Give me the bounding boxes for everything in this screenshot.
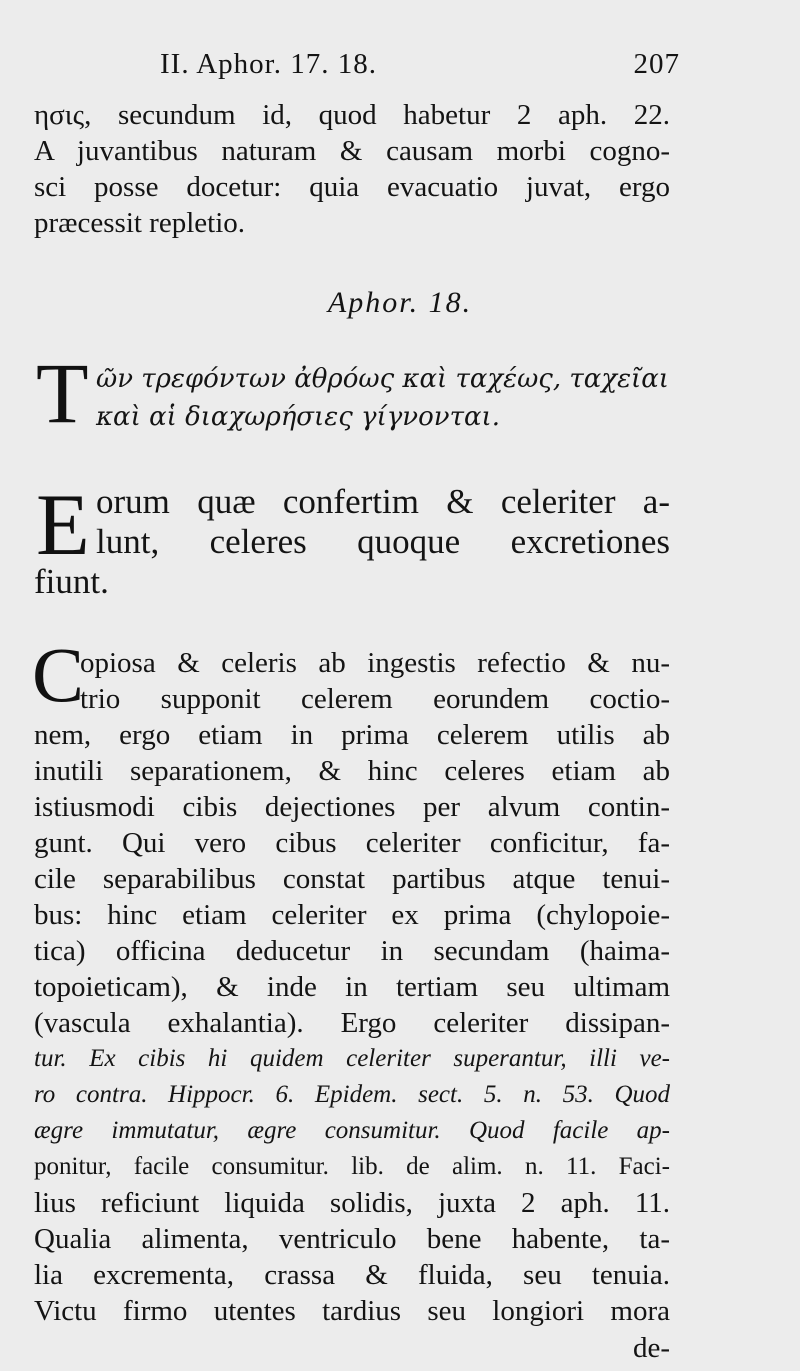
commentary-line: gunt. Qui vero cibus celeriter conficitur, fa- xyxy=(34,827,670,859)
commentary-line: (vascula exhalantia). Ergo celeriter dissipan- xyxy=(34,1007,670,1039)
page-number: 207 xyxy=(633,48,680,80)
intro-line: A juvantibus naturam & causam morbi cogno- xyxy=(34,135,670,167)
commentary-line: lia excrementa, crassa & fluida, seu tenuia. xyxy=(34,1259,670,1291)
commentary-line: ponitur, facile consumitur. lib. de alim. n. 11. Faci- xyxy=(34,1153,670,1180)
running-header xyxy=(160,48,680,81)
commentary-line: nem, ergo etiam in prima celerem utilis ab xyxy=(34,719,670,751)
commentary-line: Victu firmo utentes tardius seu longiori mora xyxy=(34,1295,670,1327)
latin-line: lunt, celeres quoque excretiones xyxy=(96,522,670,561)
intro-line: ησις, secundum id, quod habetur 2 aph. 22. xyxy=(34,99,670,131)
commentary-line: ro contra. Hippocr. 6. Epidem. sect. 5. n. 53. Quod xyxy=(34,1081,670,1108)
commentary-line: bus: hinc etiam celeriter ex prima (chylopoie- xyxy=(34,899,670,931)
commentary-line: istiusmodi cibis dejectiones per alvum contin- xyxy=(34,791,670,823)
intro-line: sci posse docetur: quia evacuatio juvat, ergo xyxy=(34,171,670,203)
header-title: II. Aphor. 17. 18. xyxy=(160,48,377,80)
aphorism-title: Aphor. 18. xyxy=(327,286,473,319)
commentary-line: tica) officina deducetur in secundam (haima- xyxy=(34,935,670,967)
greek-dropcap: T xyxy=(36,345,89,441)
greek-line: ῶν τρεφόντων ἀθρόως καὶ ταχέως, ταχεῖαι xyxy=(96,364,669,394)
commentary-line: lius reficiunt liquida solidis, juxta 2 aph. 11. xyxy=(34,1187,670,1219)
commentary-line: opiosa & celeris ab ingestis refectio & nu- xyxy=(80,647,670,679)
latin-line: fiunt. xyxy=(34,562,109,601)
commentary-line: ægre immutatur, ægre consumitur. Quod facile ap- xyxy=(34,1117,670,1144)
latin-dropcap: E xyxy=(36,477,90,574)
greek-line: καὶ αἱ διαχωρήσιες γίγνονται. xyxy=(96,402,500,432)
commentary-line: Qualia alimenta, ventriculo bene habente, ta- xyxy=(34,1223,670,1255)
intro-line: præcessit repletio. xyxy=(34,207,246,239)
commentary-line: topoieticam), & inde in tertiam seu ultimam xyxy=(34,971,670,1003)
commentary-line: cile separabilibus constat partibus atque tenui- xyxy=(34,863,670,895)
catchword: de- xyxy=(632,1332,670,1364)
commentary-dropcap: C xyxy=(32,631,85,718)
latin-line: orum quæ confertim & celeriter a- xyxy=(96,482,670,521)
commentary-line: trio supponit celerem eorundem coctio- xyxy=(80,683,670,715)
commentary-line: tur. Ex cibis hi quidem celeriter superantur, illi ve- xyxy=(34,1045,670,1072)
commentary-line: inutili separationem, & hinc celeres etiam ab xyxy=(34,755,670,787)
